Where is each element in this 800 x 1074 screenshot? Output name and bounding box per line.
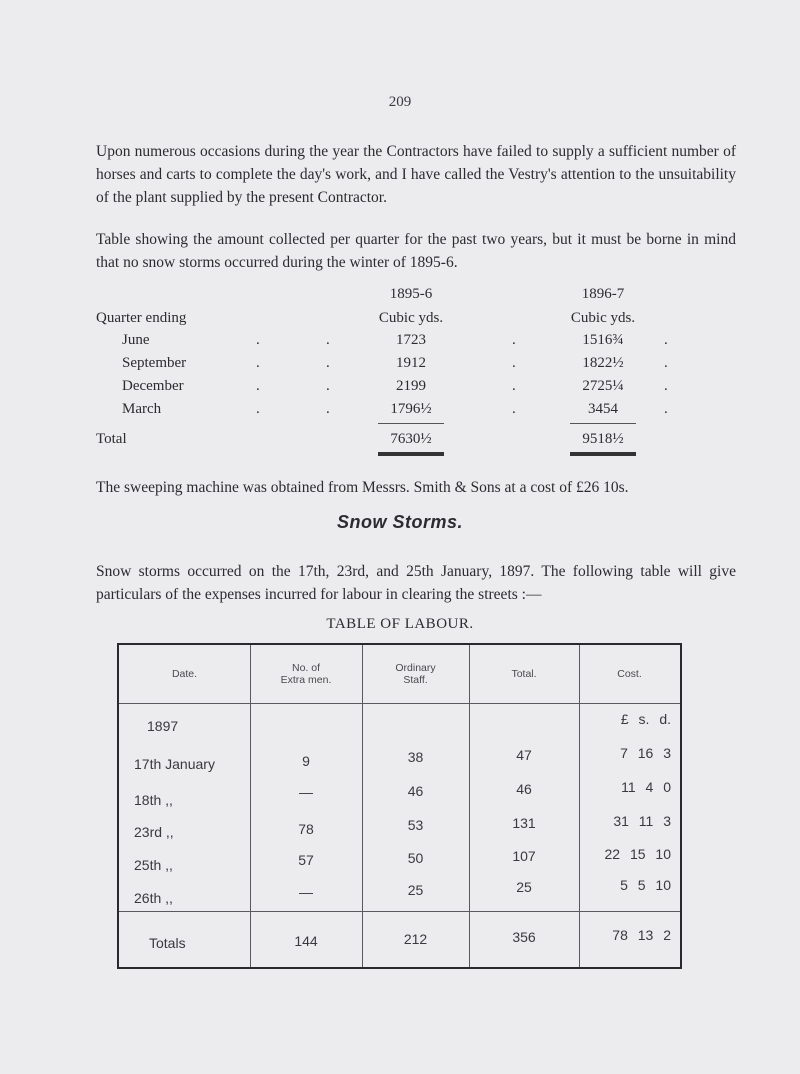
row-ordinary-staff: 25 (407, 882, 424, 898)
sum-rule (378, 423, 444, 424)
paragraph-contractors: Upon numerous occasions during the year the Contractors have failed to supply a sufficient number of horses and carts to complete the day's work, and I have called the Vestry's attention to the unsuitability of the plant supplied by the present Contractor. (96, 143, 736, 206)
leader-dot: . (664, 401, 668, 417)
paragraph-sweeping-machine: The sweeping machine was obtained from Messrs. Smith & Sons at a cost of £26 10s. (96, 479, 629, 496)
total-value-1895: 7630½ (390, 431, 432, 447)
row-date: 26th ,, (134, 890, 173, 906)
leader-dot: . (256, 332, 260, 348)
leader-dot: . (326, 378, 330, 394)
header-ordinary-staff (362, 645, 469, 703)
totals-cost: 78 13 2 (612, 927, 671, 943)
quarter-label: September (122, 355, 187, 371)
header-cost (579, 645, 680, 703)
labour-table-title: TABLE OF LABOUR. (326, 616, 474, 632)
row-ordinary-staff: 50 (407, 850, 424, 866)
header-divider (119, 703, 680, 704)
leader-dot: . (326, 401, 330, 417)
total-double-rule (378, 452, 444, 456)
leader-dot: . (326, 332, 330, 348)
paragraph-snow-storms: Snow storms occurred on the 17th, 23rd, and 25th January, 1897. The following table will give particulars of the expenses incurred for labour in clearing the streets :— (96, 563, 736, 603)
row-cost: 22 15 10 (604, 846, 671, 862)
row-total: 107 (512, 848, 536, 864)
row-total: 46 (516, 781, 532, 797)
header-date (119, 645, 250, 703)
total-label: Total (96, 431, 127, 447)
header-total (469, 645, 579, 703)
page-number: 209 (388, 94, 412, 110)
quarter-label: March (122, 401, 162, 417)
totals-ordinary-staff: 212 (403, 931, 428, 947)
quarter-value-1895: 1796½ (390, 401, 432, 417)
row-date: 17th January (134, 756, 215, 772)
quarter-label: June (122, 332, 150, 348)
quarter-value-1896: 3454 (588, 401, 618, 417)
paragraph-table-intro: Table showing the amount collected per quarter for the past two years, but it must be borne in mind that no snow storms occurred during the winter of 1895-6. (96, 231, 736, 271)
row-ordinary-staff: 53 (407, 817, 424, 833)
header-staff-line2: Staff. (403, 674, 428, 686)
leader-dot: . (512, 355, 516, 371)
row-total: 131 (512, 815, 536, 831)
leader-dot: . (256, 355, 260, 371)
total-double-rule (570, 452, 636, 456)
year-label: 1897 (147, 718, 179, 734)
totals-divider (119, 911, 680, 912)
quarter-value-1895: 2199 (396, 378, 426, 394)
totals-total: 356 (512, 929, 536, 945)
header-staff-line1: Ordinary (395, 662, 436, 674)
leader-dot: . (512, 378, 516, 394)
currency-header: £ s. d. (620, 711, 671, 727)
quarter-row (96, 355, 676, 379)
row-ordinary-staff: 38 (407, 749, 424, 765)
leader-dot: . (512, 332, 516, 348)
header-extra-men (250, 645, 362, 703)
row-total: 25 (516, 879, 532, 895)
quarter-value-1896: 2725¼ (582, 378, 624, 394)
sum-rule (570, 423, 636, 424)
row-ordinary-staff: 46 (407, 783, 424, 799)
row-extra-men: 78 (298, 821, 314, 837)
quarter-value-1895: 1723 (396, 332, 426, 348)
year-header-1896: 1896-7 (581, 286, 625, 302)
unit-header-1: Cubic yds. (378, 310, 444, 326)
row-extra-men: 9 (302, 753, 310, 769)
totals-extra-men: 144 (294, 933, 318, 949)
snow-storms-heading: Snow Storms. (336, 512, 463, 532)
leader-dot: . (326, 355, 330, 371)
quarter-row (96, 401, 676, 425)
row-extra-men: — (299, 784, 313, 800)
quarter-ending-header: Quarter ending (96, 310, 187, 326)
quarter-value-1896: 1822½ (582, 355, 624, 371)
header-cost-label: Cost. (617, 668, 642, 680)
row-date: 18th ,, (134, 792, 173, 808)
leader-dot: . (664, 332, 668, 348)
labour-table (117, 643, 682, 969)
totals-label: Totals (149, 935, 186, 951)
header-date-label: Date. (171, 668, 198, 680)
row-extra-men: — (299, 884, 313, 900)
row-cost: 31 11 3 (613, 813, 671, 829)
row-date: 25th ,, (134, 857, 173, 873)
leader-dot: . (256, 378, 260, 394)
header-extra-men-line2: Extra men. (280, 674, 332, 686)
quarter-label: December (122, 378, 184, 394)
row-cost: 11 4 0 (621, 779, 671, 795)
row-date: 23rd ,, (134, 824, 174, 840)
leader-dot: . (664, 378, 668, 394)
header-extra-men-line1: No. of (291, 662, 320, 674)
row-cost: 7 16 3 (620, 745, 671, 761)
row-extra-men: 57 (298, 852, 314, 868)
quarter-row (96, 378, 676, 402)
leader-dot: . (256, 401, 260, 417)
quarter-row (96, 332, 676, 356)
quarter-value-1896: 1516¾ (582, 332, 624, 348)
row-cost: 5 5 10 (620, 877, 671, 893)
leader-dot: . (664, 355, 668, 371)
total-value-1896: 9518½ (582, 431, 624, 447)
quarter-value-1895: 1912 (396, 355, 426, 371)
year-header-1895: 1895-6 (389, 286, 433, 302)
row-total: 47 (516, 747, 532, 763)
header-total-label: Total. (511, 668, 537, 680)
unit-header-2: Cubic yds. (570, 310, 636, 326)
leader-dot: . (512, 401, 516, 417)
